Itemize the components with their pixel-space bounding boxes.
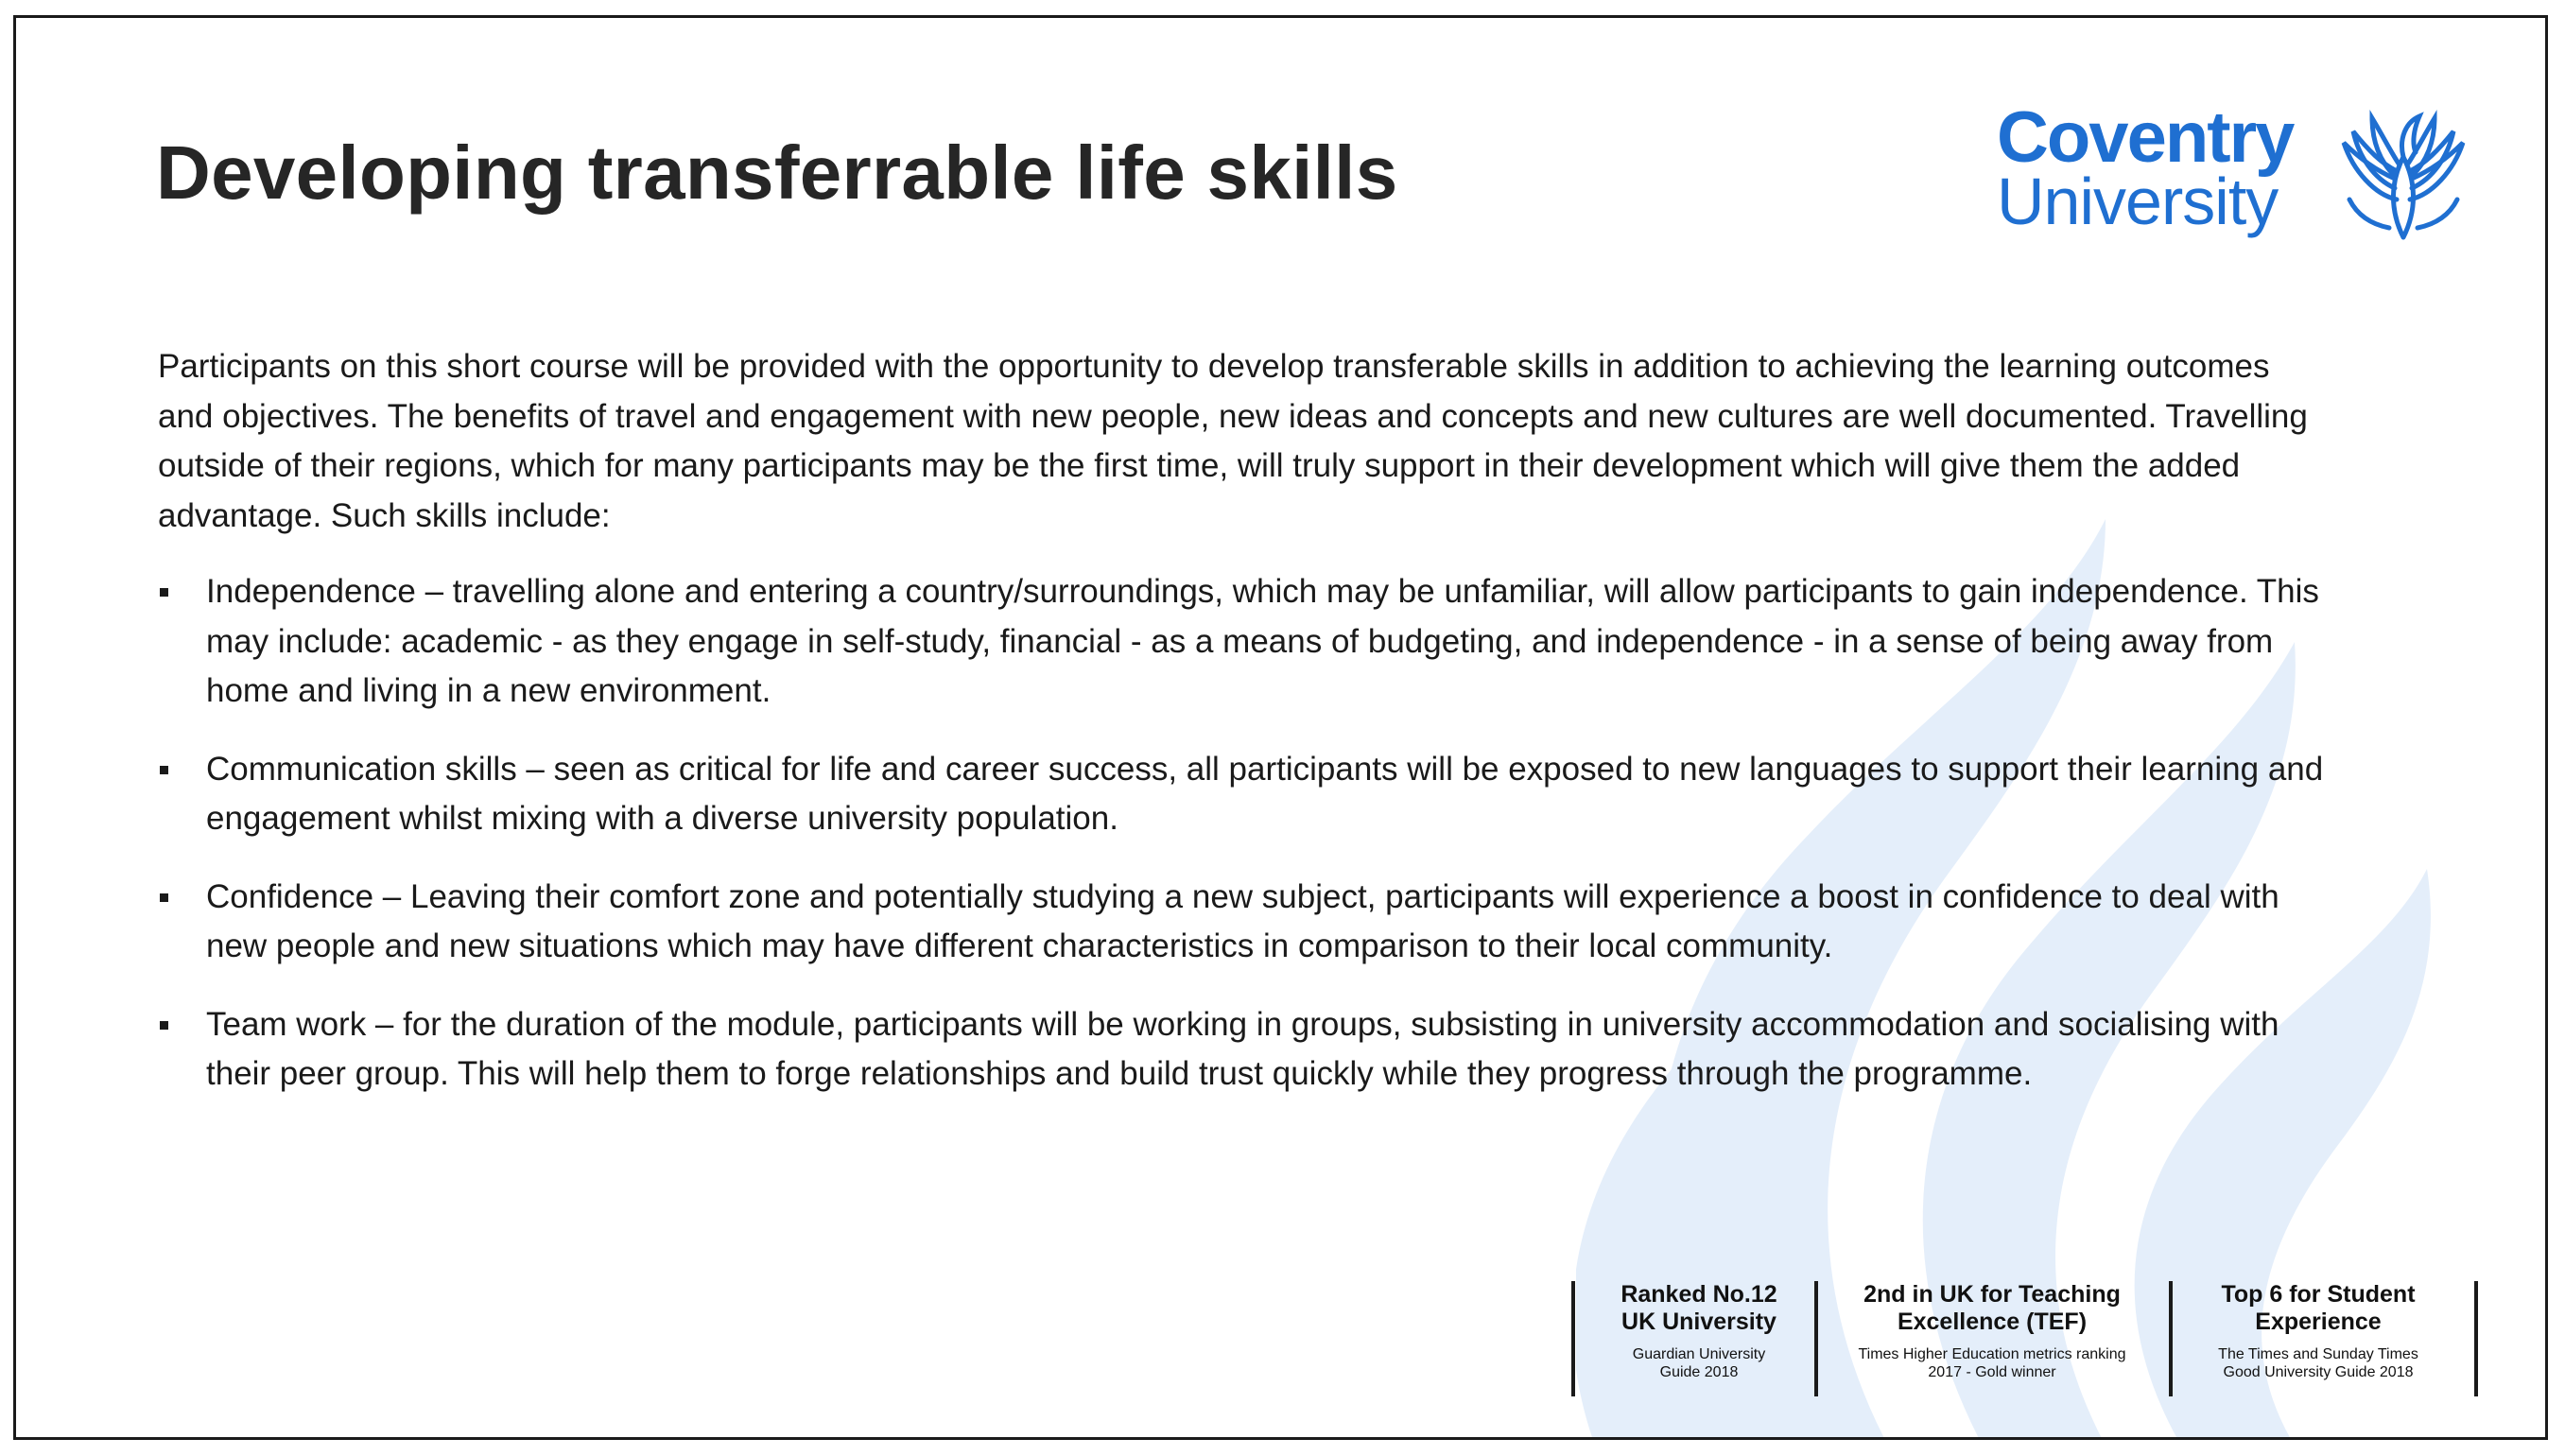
stat-source-line1: Guardian University xyxy=(1632,1346,1766,1362)
list-item-text: Independence – travelling alone and entering a country/surroundings, which may be unfamiliar, will allow participants to gain independence. This may include: academic - as they engage in self-study, financial - as a means of budgeting, and independence - in a sense of being away from home and living in a new environment. xyxy=(206,573,2319,709)
stat-source-line1: Times Higher Education metrics ranking xyxy=(1858,1346,2126,1362)
list-item-text: Communication skills – seen as critical for life and career success, all participants will be exposed to new languages to support their learning and engagement whilst mixing with a diverse university population. xyxy=(206,750,2324,837)
stat-source-line1: The Times and Sunday Times xyxy=(2218,1346,2418,1362)
bullet-square-icon xyxy=(160,766,168,774)
stat-source-line2: Guide 2018 xyxy=(1659,1364,1739,1380)
stat-heading-line1: 2nd in UK for Teaching xyxy=(1863,1281,2121,1308)
stat-heading-line1: Top 6 for Student xyxy=(2221,1281,2416,1308)
skills-list xyxy=(158,567,2332,1100)
body-content xyxy=(158,342,2332,1128)
university-logo xyxy=(1997,97,2488,256)
page-title: Developing transferrable life skills xyxy=(156,130,1398,215)
bullet-square-icon xyxy=(160,893,168,902)
list-item xyxy=(158,745,2332,844)
list-item xyxy=(158,1000,2332,1100)
bullet-square-icon xyxy=(160,1021,168,1030)
bullet-square-icon xyxy=(160,588,168,597)
stat-experience xyxy=(2181,1281,2455,1381)
stat-heading-line2: Excellence (TEF) xyxy=(1897,1309,2088,1335)
list-item-text: Confidence – Leaving their comfort zone and potentially studying a new subject, participants will experience a boost in confidence to deal with new people and new situations which may have different characteristics in comparison to their local community. xyxy=(206,877,2279,964)
stat-teaching xyxy=(1827,1281,2158,1381)
list-item xyxy=(158,873,2332,972)
stat-heading-line2: UK University xyxy=(1621,1309,1776,1335)
stat-divider xyxy=(1571,1281,1575,1396)
logo-wordmark-line1: Coventry xyxy=(1997,97,2294,178)
stat-heading-line2: Experience xyxy=(2255,1309,2382,1335)
phoenix-emblem-icon xyxy=(2332,105,2474,247)
stat-ranking xyxy=(1600,1281,1798,1381)
logo-wordmark-line2: University xyxy=(1997,165,2279,238)
stat-heading-line1: Ranked No.12 xyxy=(1620,1281,1777,1308)
list-item-text: Team work – for the duration of the module, participants will be working in groups, subsisting in university accommodation and socialising with their peer group. This will help them to forge relationships and build trust quickly while they progress through the programme. xyxy=(206,1005,2279,1092)
intro-paragraph: Participants on this short course will be provided with the opportunity to develop transferable skills in addition to achieving the learning outcomes and objectives. The benefits of travel and engagement with new people, new ideas and concepts and new cultures are well documented. Travelling outside of their regions, which for many participants may be the first time, will truly support in their development which will give them the added advantage. Such skills include: xyxy=(158,348,2308,534)
slide xyxy=(13,15,2548,1440)
stat-divider xyxy=(2169,1281,2173,1396)
stat-divider xyxy=(2474,1281,2478,1396)
stat-source-line2: Good University Guide 2018 xyxy=(2223,1364,2414,1380)
list-item xyxy=(158,567,2332,717)
stat-source-line2: 2017 - Gold winner xyxy=(1928,1364,2056,1380)
stat-divider xyxy=(1814,1281,1818,1396)
